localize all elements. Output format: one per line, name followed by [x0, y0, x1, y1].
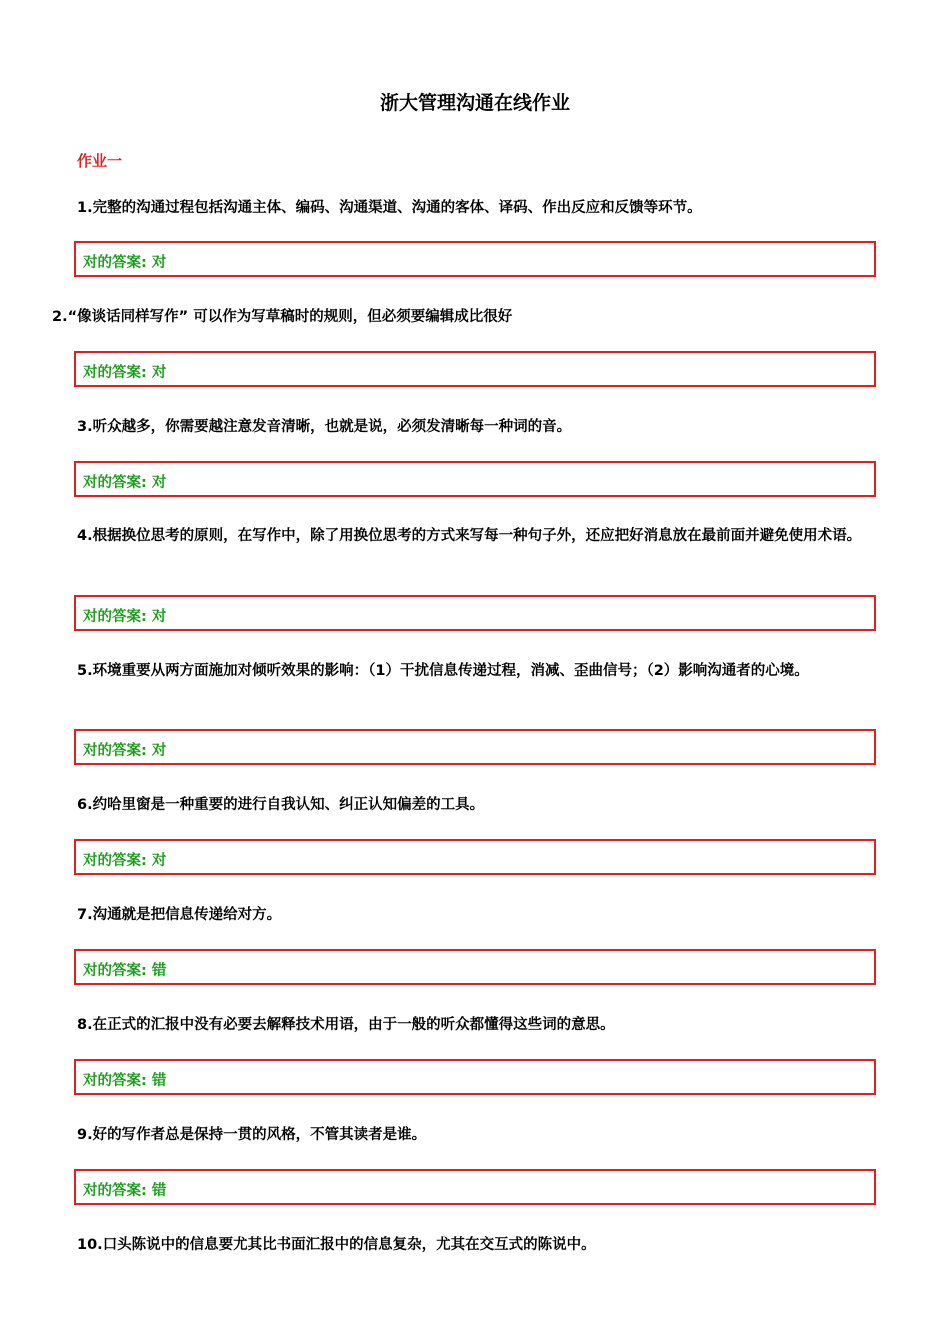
answer-box-5	[74, 729, 876, 765]
answer-text: 对的答案: 对	[83, 853, 167, 869]
question-2	[52, 304, 852, 330]
question-5	[77, 658, 872, 684]
question-text: 在正式的汇报中没有必要去解释技术用语，由于一般的听众都懂得这些词的意思。	[92, 1017, 615, 1033]
answer-text: 对的答案: 错	[83, 1073, 167, 1089]
question-number: 9.	[77, 1127, 93, 1143]
question-text: 听众越多，你需要越注意发音清晰，也就是说，必须发清晰每一种词的音。	[92, 419, 572, 435]
question-text: 根据换位思考的原则，在写作中，除了用换位思考的方式来写每一种句子外，还应把好消息放在最前面并避免使用术语。	[92, 528, 862, 544]
question-number: 7.	[77, 907, 93, 923]
question-1	[77, 195, 877, 221]
answer-text: 对的答案: 对	[83, 255, 167, 271]
answer-text: 对的答案: 对	[83, 365, 167, 381]
answer-box-2	[74, 351, 876, 387]
question-text: 好的写作者总是保持一贯的风格，不管其读者是谁。	[92, 1127, 427, 1143]
question-number: 1.	[77, 200, 93, 216]
question-3	[77, 414, 877, 440]
answer-box-6	[74, 839, 876, 875]
question-7	[77, 902, 877, 928]
answer-text: 对的答案: 对	[83, 743, 167, 759]
section-heading: 作业一	[77, 152, 123, 170]
answer-box-1	[74, 241, 876, 277]
question-text: 约哈里窗是一种重要的进行自我认知、纠正认知偏差的工具。	[92, 797, 485, 813]
answer-box-9	[74, 1169, 876, 1205]
answer-box-4	[74, 595, 876, 631]
question-number: 3.	[77, 419, 93, 435]
page-title: 浙大管理沟通在线作业	[379, 92, 570, 114]
answer-text: 对的答案: 对	[83, 475, 167, 491]
question-text: “像谈话同样写作” 可以作为写草稿时的规则，但必须要编辑成比很好	[67, 309, 513, 325]
question-number: 5.	[77, 663, 93, 679]
question-number: 2.	[52, 309, 68, 325]
answer-text: 对的答案: 对	[83, 609, 167, 625]
question-number: 6.	[77, 797, 93, 813]
question-9	[77, 1122, 877, 1148]
question-10	[77, 1232, 877, 1258]
question-text: 口头陈说中的信息要尤其比书面汇报中的信息复杂，尤其在交互式的陈说中。	[102, 1237, 596, 1253]
question-number: 4.	[77, 528, 93, 544]
question-8	[77, 1012, 877, 1038]
answer-text: 对的答案: 错	[83, 1183, 167, 1199]
answer-text: 对的答案: 错	[83, 963, 167, 979]
question-number: 10.	[77, 1237, 103, 1253]
question-6	[77, 792, 877, 818]
question-text: 沟通就是把信息传递给对方。	[92, 907, 282, 923]
answer-box-3	[74, 461, 876, 497]
question-text: 完整的沟通过程包括沟通主体、编码、沟通渠道、沟通的客体、译码、作出反应和反馈等环节。	[92, 200, 702, 216]
question-number: 8.	[77, 1017, 93, 1033]
answer-box-7	[74, 949, 876, 985]
question-4	[77, 523, 867, 549]
question-text: 环境重要从两方面施加对倾听效果的影响：（1）干扰信息传递过程，消减、歪曲信号；（2）影响沟通者的心境。	[92, 663, 809, 679]
answer-box-8	[74, 1059, 876, 1095]
